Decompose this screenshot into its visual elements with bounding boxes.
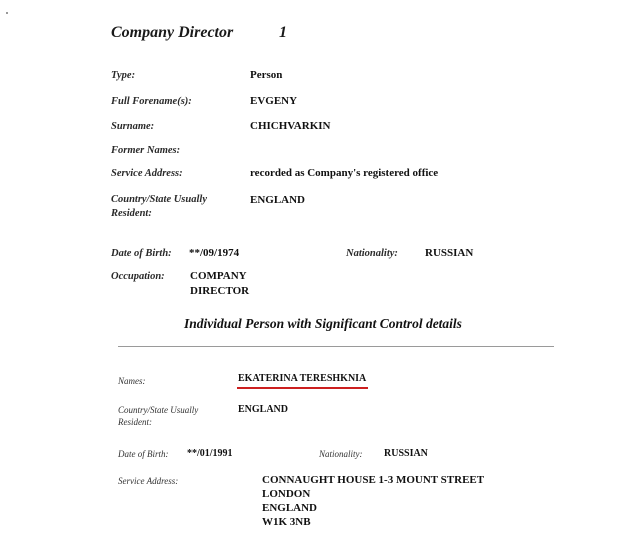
occupation-value-line2: DIRECTOR — [190, 285, 250, 297]
surname-label: Surname: — [111, 121, 155, 132]
nationality-label: Nationality: — [346, 248, 398, 259]
former-names-label: Former Names: — [111, 145, 181, 156]
psc-country-label-line2: Resident: — [118, 417, 152, 427]
psc-country-label-line1: Country/State Usually — [118, 405, 199, 415]
psc-address-line: W1K 3NB — [262, 516, 311, 528]
country-label-line2: Resident: — [111, 208, 152, 219]
forenames-label: Full Forename(s): — [111, 96, 192, 107]
scan-speck — [6, 12, 8, 14]
psc-names-label: Names: — [118, 376, 146, 386]
psc-service-address-label: Service Address: — [118, 476, 179, 486]
type-value: Person — [250, 69, 283, 81]
occupation-label: Occupation: — [111, 271, 165, 282]
psc-address-line: LONDON — [262, 488, 311, 500]
forenames-value: EVGENY — [250, 95, 298, 107]
country-label-line1: Country/State Usually — [111, 194, 207, 205]
occupation-value-line1: COMPANY — [190, 270, 247, 282]
director-number: 1 — [279, 24, 287, 41]
country-value: ENGLAND — [250, 194, 306, 206]
psc-country-value: ENGLAND — [238, 404, 289, 415]
nationality-value: RUSSIAN — [425, 247, 474, 259]
service-address-label: Service Address: — [111, 168, 183, 179]
section-title: Company Director — [111, 24, 234, 41]
dob-value: **/09/1974 — [189, 247, 240, 259]
surname-value: CHICHVARKIN — [250, 120, 331, 132]
psc-address-line: ENGLAND — [262, 502, 318, 514]
psc-nationality-label: Nationality: — [319, 449, 363, 459]
section-divider — [118, 346, 554, 347]
psc-nationality-value: RUSSIAN — [384, 448, 428, 459]
service-address-value: recorded as Company's registered office — [250, 167, 439, 179]
psc-dob-label: Date of Birth: — [118, 449, 169, 459]
psc-dob-value: **/01/1991 — [187, 448, 233, 459]
psc-heading: Individual Person with Significant Control details — [184, 316, 462, 331]
psc-address-line: CONNAUGHT HOUSE 1-3 MOUNT STREET — [262, 474, 485, 486]
psc-names-value: EKATERINA TERESHKNIA — [238, 373, 367, 384]
names-underline — [237, 387, 368, 389]
dob-label: Date of Birth: — [111, 248, 172, 259]
type-label: Type: — [111, 70, 136, 81]
